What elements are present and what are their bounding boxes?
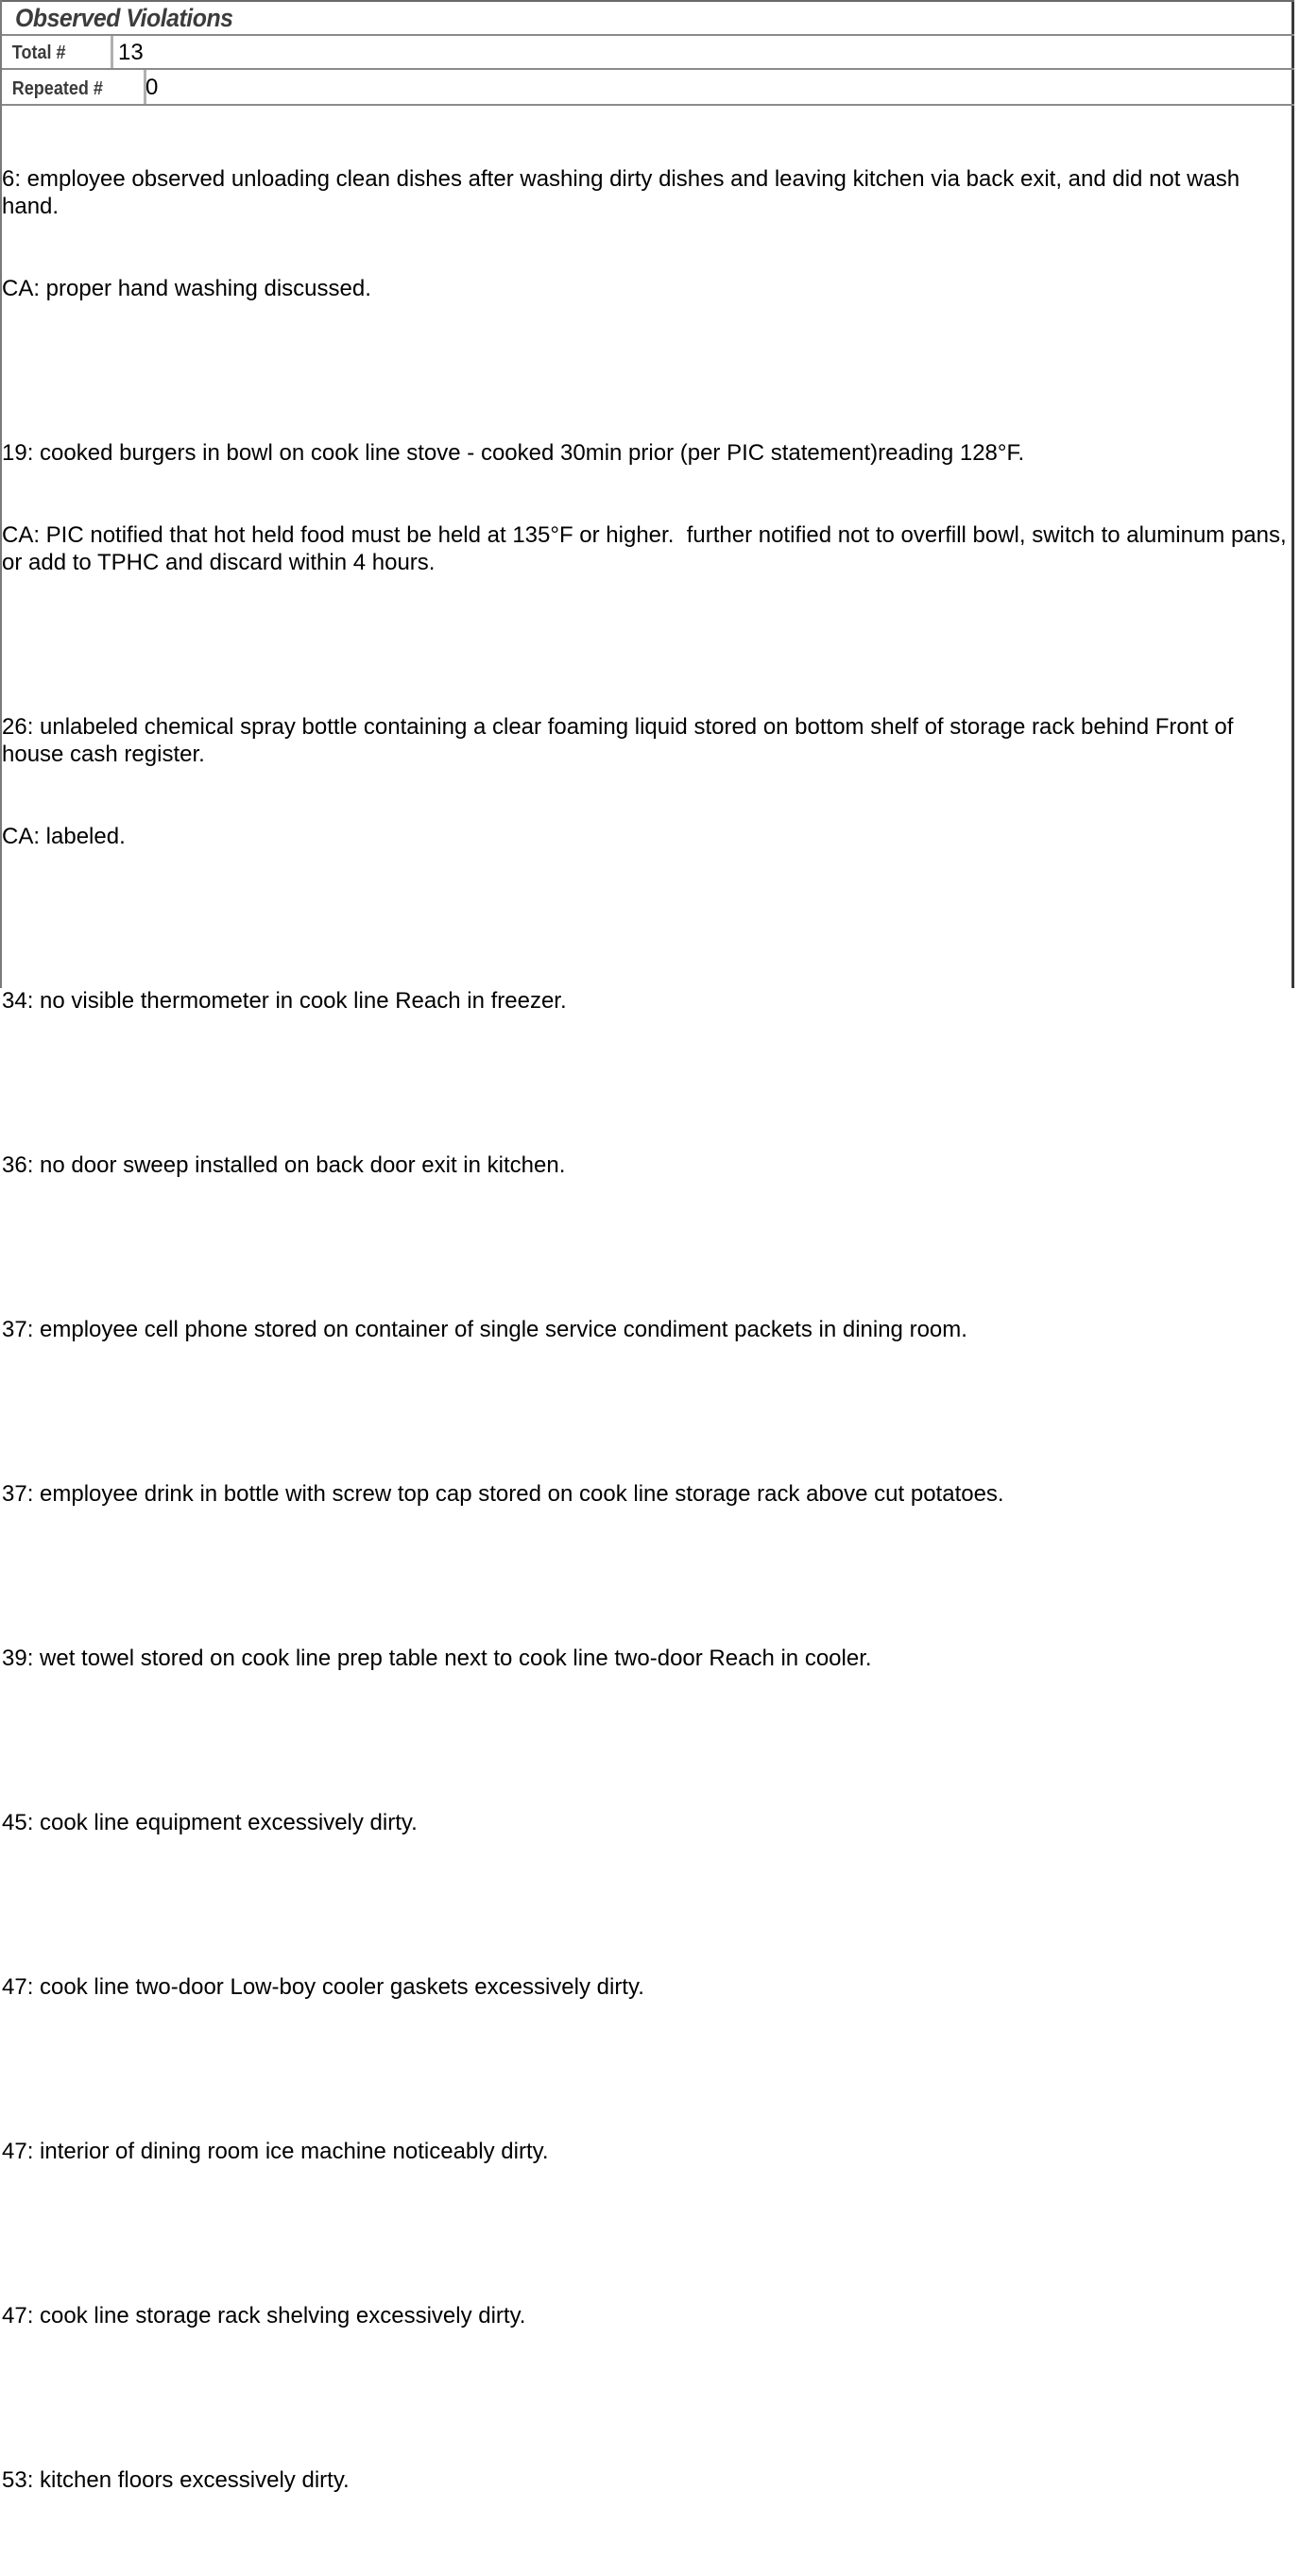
total-value: 13 xyxy=(118,40,144,65)
violation-entry xyxy=(2,1590,1291,1727)
violation-text: 26: unlabeled chemical spray bottle containing a clear foaming liquid stored on bottom shelf of storage rack behind Front of house cash register. xyxy=(2,714,1240,767)
violation-text: 39: wet towel stored on cook line prep table next to cook line two-door Reach in cooler. xyxy=(2,1646,872,1671)
corrective-action: CA: labeled. xyxy=(2,824,126,849)
section-title: Observed Violations xyxy=(15,4,233,32)
violation-text: 19: cooked burgers in bowl on cook line stove - cooked 30min prior (per PIC statement)reading 128°F. xyxy=(2,440,1025,466)
violation-entry xyxy=(2,384,1291,631)
violations-list xyxy=(2,111,1291,2576)
violation-entry xyxy=(2,1919,1291,2056)
violation-entry xyxy=(2,1754,1291,1891)
violation-entry xyxy=(2,932,1291,1069)
violation-text: 36: no door sweep installed on back door exit in kitchen. xyxy=(2,1152,566,1178)
violation-text: 34: no visible thermometer in cook line Reach in freezer. xyxy=(2,988,567,1014)
violation-text: 47: cook line two-door Low-boy cooler gaskets excessively dirty. xyxy=(2,1974,644,2000)
violation-entry xyxy=(2,658,1291,905)
repeated-count-row xyxy=(2,70,1294,106)
cell-divider xyxy=(111,36,113,68)
section-header xyxy=(2,0,1294,36)
violation-entry xyxy=(2,2247,1291,2384)
violation-text: 47: cook line storage rack shelving excessively dirty. xyxy=(2,2303,526,2329)
violation-entry xyxy=(2,1097,1291,1234)
violation-text: 6: employee observed unloading clean dishes after washing dirty dishes and leaving kitchen via back exit, and did not wash hand. xyxy=(2,166,1246,219)
repeated-label: Repeated # xyxy=(11,78,103,99)
violation-entry xyxy=(2,2412,1291,2549)
violation-entry xyxy=(2,1425,1291,1562)
total-label: Total # xyxy=(11,43,66,63)
violation-text: 37: employee drink in bottle with screw top cap stored on cook line storage rack above cut potatoes. xyxy=(2,1481,1004,1507)
corrective-action: CA: proper hand washing discussed. xyxy=(2,276,371,301)
violation-text: 47: interior of dining room ice machine noticeably dirty. xyxy=(2,2139,549,2164)
violation-entry xyxy=(2,1261,1291,1398)
violation-entry xyxy=(2,2083,1291,2220)
violation-text: 45: cook line equipment excessively dirty. xyxy=(2,1810,418,1835)
violation-text: 37: employee cell phone stored on container of single service condiment packets in dining room. xyxy=(2,1317,967,1342)
corrective-action: CA: PIC notified that hot held food must be held at 135°F or higher. further notified not to overfill bowl, switch to aluminum pans, or add to TPHC and discard within 4 hours. xyxy=(2,522,1293,575)
violation-text: 53: kitchen floors excessively dirty. xyxy=(2,2467,350,2493)
repeated-value: 0 xyxy=(145,75,159,100)
total-count-row xyxy=(2,36,1294,70)
violation-entry xyxy=(2,111,1291,357)
